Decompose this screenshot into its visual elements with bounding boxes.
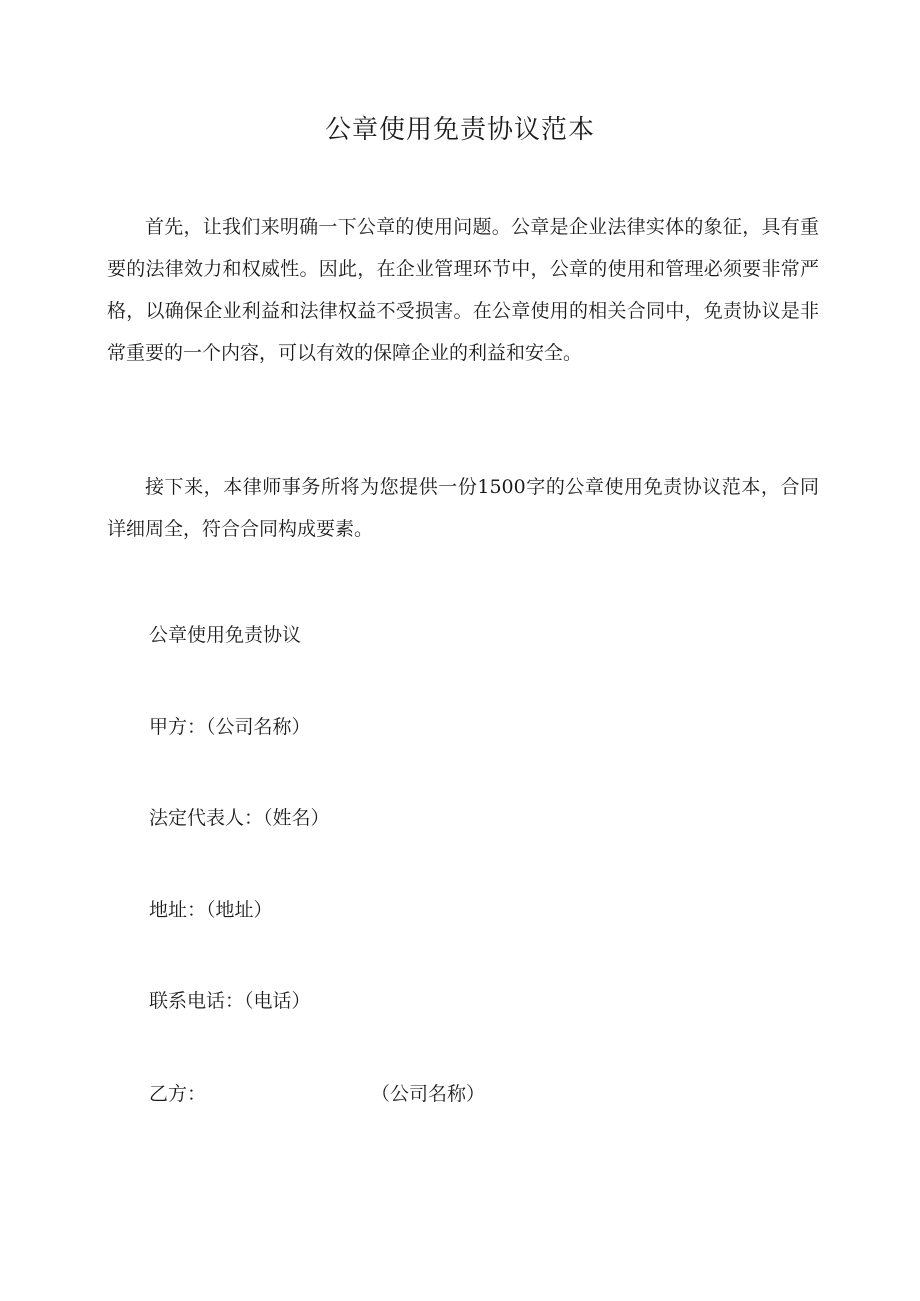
party-b-value: （公司名称）: [371, 1083, 486, 1105]
legal-representative-line: 法定代表人：（姓名）: [149, 807, 330, 829]
agreement-title: 公章使用免责协议: [149, 624, 302, 646]
party-b-line: [149, 1080, 485, 1108]
party-a-line: 甲方：（公司名称）: [149, 716, 311, 738]
intro-paragraph: 首先，让我们来明确一下公章的使用问题。公章是企业法律实体的象征，具有重要的法律效力和权威性。因此，在企业管理环节中，公章的使用和管理必须要非常严格，以确保企业利益和法律权益不受损害。在公章使用的相关合同中，免责协议是非常重要的一个内容，可以有效的保障企业的利益和安全。: [107, 216, 819, 364]
party-b-label: 乙方：: [149, 1083, 207, 1105]
document-title: 公章使用免责协议范本: [324, 115, 595, 145]
offer-paragraph: 接下来，本律师事务所将为您提供一份1500字的公章使用免责协议范本，合同详细周全，符合合同构成要素。: [107, 476, 819, 540]
address-line: 地址：（地址）: [149, 899, 273, 921]
phone-line: 联系电话：（电话）: [149, 990, 311, 1012]
